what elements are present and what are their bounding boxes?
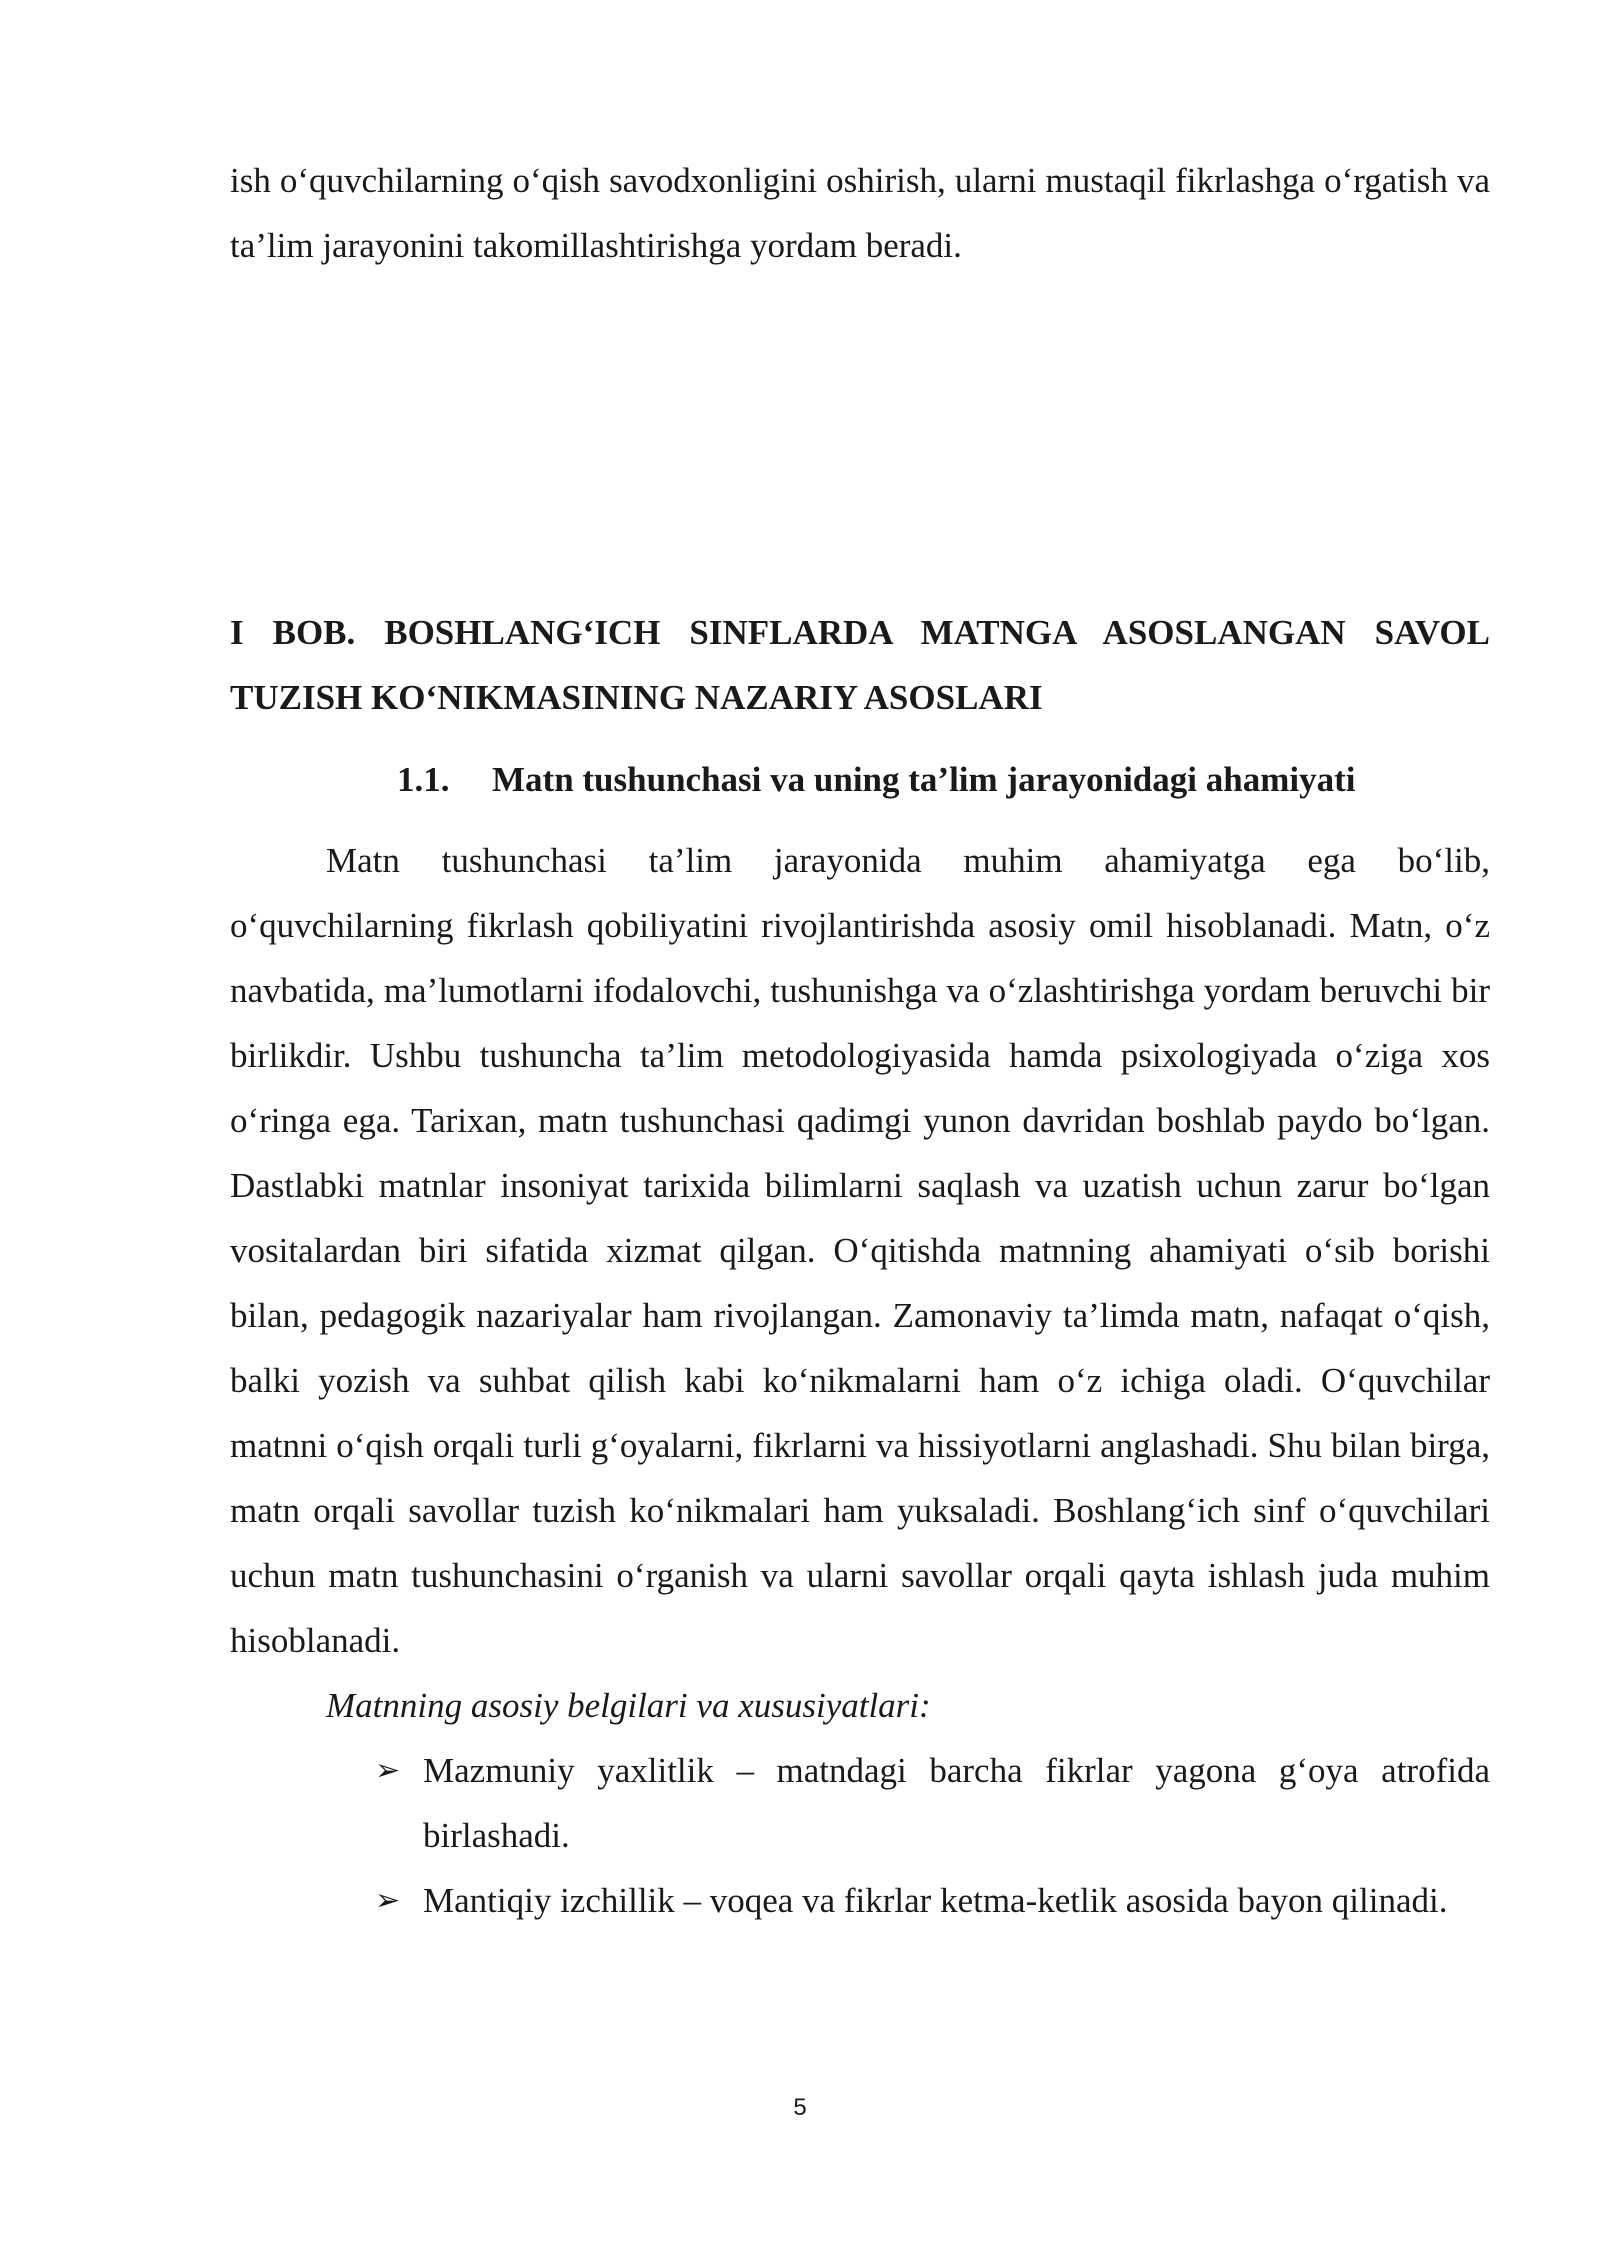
list-item-text: Mazmuniy yaxlitlik – matndagi barcha fikrlar yagona g‘oya atrofida birlashadi. [423, 1751, 1490, 1855]
list-heading: Matnning asosiy belgilari va xususiyatlari: [326, 1686, 931, 1725]
section-title: Matn tushunchasi va uning ta’lim jarayonidagi ahamiyati [492, 760, 1356, 799]
document-page [230, 148, 1490, 1933]
page-number: 5 [793, 2094, 807, 2121]
section-heading [230, 747, 1490, 812]
body-paragraph: Matn tushunchasi ta’lim jarayonida muhim ahamiyatga ega bo‘lib, o‘quvchilarning fikrlash qobiliyatini rivojlantirishda asosiy omil hisoblanadi. Matn, o‘z navbatida, ma’lumotlarni ifodalovchi, tushunishga va o‘zlashtirishga yordam beruvchi bir birlikdir. Ushbu tushuncha ta’lim metodologiyasida hamda psixologiyada o‘ziga xos o‘ringa ega. Tarixan, matn tushunchasi qadimgi yunon davridan boshlab paydo bo‘lgan. Dastlabki matnlar insoniyat tarixida bilimlarni saqlash va uzatish uchun zarur bo‘lgan vositalardan biri sifatida xizmat qilgan. O‘qitishda matnning ahamiyati o‘sib borishi bilan, pedagogik nazariyalar ham rivojlangan. Zamonaviy ta’limda matn, nafaqat o‘qish, balki yozish va suhbat qilish kabi ko‘nikmalarni ham o‘z ichiga oladi. O‘quvchilar matnni o‘qish orqali turli g‘oyalarni, fikrlarni va hissiyotlarni anglashadi. Shu bilan birga, matn orqali savollar tuzish ko‘nikmalari ham yuksaladi. Boshlang‘ich sinf o‘quvchilari uchun matn tushunchasini o‘rganish va ularni savollar orqali qayta ishlash juda muhim hisoblanadi. [230, 841, 1490, 1660]
features-list [230, 1738, 1490, 1933]
chapter-title: I BOB. BOSHLANG‘ICH SINFLARDA MATNGA ASOSLANGAN SAVOL TUZISH KO‘NIKMASINING NAZARIY ASOSLARI [230, 613, 1490, 717]
arrow-bullet-icon: ➢ [375, 1883, 401, 1918]
list-item-text: Mantiqiy izchillik – voqea va fikrlar ketma-ketlik asosida bayon qilinadi. [423, 1881, 1448, 1920]
list-item [230, 1738, 1490, 1868]
list-item [230, 1868, 1490, 1933]
section-number: 1.1. [397, 760, 450, 799]
intro-paragraph: ish o‘quvchilarning o‘qish savodxonligini oshirish, ularni mustaqil fikrlashga o‘rgatish va ta’lim jarayonini takomillashtirishga yordam beradi. [230, 161, 1490, 265]
arrow-bullet-icon: ➢ [375, 1753, 401, 1788]
